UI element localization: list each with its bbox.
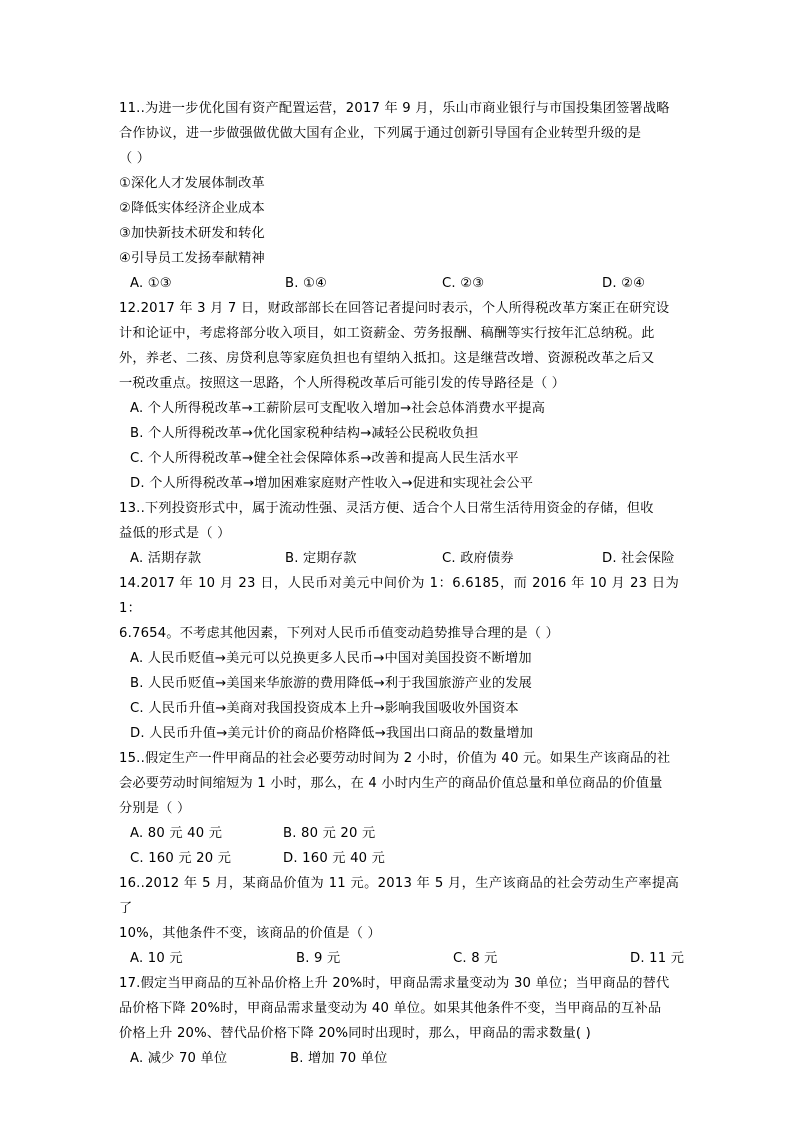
answer-options (119, 846, 679, 871)
question-list (119, 96, 685, 1071)
question-stem-line: 会必要劳动时间缩短为 1 小时，那么，在 4 小时内生产的商品价值总量和单位商品的价值量 (119, 776, 663, 791)
question-16 (119, 871, 685, 971)
answer-option-a: A. 个人所得税改革→工薪阶层可支配收入增加→社会总体消费水平提高 (130, 401, 546, 416)
statement-item: ①深化人才发展体制改革 (119, 176, 265, 191)
statement-item: ②降低实体经济企业成本 (119, 201, 265, 216)
answer-options (119, 821, 679, 846)
question-stem-line: 16..2012 年 5 月，某商品价值为 11 元。2013 年 5 月，生产该商品的社会劳动生产率提高了 (119, 876, 679, 916)
answer-option-a: A. 减少 70 单位 (130, 1051, 228, 1066)
answer-option-c: C. 160 元 20 元 (130, 851, 232, 866)
statement-item: ④引导员工发扬奉献精神 (119, 251, 265, 266)
answer-option-c: C. 个人所得税改革→健全社会保障体系→改善和提高人民生活水平 (130, 451, 519, 466)
answer-option-c: C. 人民币升值→美商对我国投资成本上升→影响我国吸收外国资本 (130, 701, 519, 716)
question-stem-line: 6.7654。不考虑其他因素，下列对人民币币值变动趋势推导合理的是（ ） (119, 626, 559, 641)
answer-option-b: B. 个人所得税改革→优化国家税种结构→减轻公民税收负担 (130, 426, 479, 441)
answer-option-d: D. 人民币升值→美元计价的商品价格降低→我国出口商品的数量增加 (130, 726, 534, 741)
answer-options (119, 946, 685, 971)
question-stem-line: 分别是（ ） (119, 801, 191, 816)
question-14 (119, 571, 679, 746)
question-12 (119, 296, 679, 496)
answer-option-a: A. 10 元 (130, 951, 183, 966)
answer-option-b: B. ①④ (285, 276, 328, 291)
answer-option-d: D. 160 元 40 元 (283, 851, 386, 866)
question-stem-line: 11..为进一步优化国有资产配置运营，2017 年 9 月，乐山市商业银行与市国投集团签署战略 (119, 101, 670, 116)
question-stem-line: 计和论证中，考虑将部分收入项目，如工资薪金、劳务报酬、稿酬等实行按年汇总纳税。此 (119, 326, 655, 341)
answer-options (119, 546, 679, 571)
answer-option-c: C. 政府债券 (442, 551, 514, 566)
answer-option-a: A. 人民币贬值→美元可以兑换更多人民币→中国对美国投资不断增加 (130, 651, 532, 666)
question-stem-line: 价格上升 20%、替代品价格下降 20%同时出现时，那么，甲商品的需求数量( ) (119, 1026, 591, 1041)
answer-option-d: D. 11 元 (630, 951, 685, 966)
question-15 (119, 746, 679, 871)
answer-option-a: A. 活期存款 (130, 551, 202, 566)
answer-option-c: C. ②③ (442, 276, 485, 291)
answer-option-b: B. 人民币贬值→美国来华旅游的费用降低→利于我国旅游产业的发展 (130, 676, 532, 691)
answer-option-d: D. 个人所得税改革→增加困难家庭财产性收入→促进和实现社会公平 (130, 476, 534, 491)
question-13 (119, 496, 679, 571)
question-stem-line: 14.2017 年 10 月 23 日，人民币对美元中间价为 1：6.6185，而 2016 年 10 月 23 日为 1： (119, 576, 679, 616)
statement-item: ③加快新技术研发和转化 (119, 226, 265, 241)
question-stem-line: （ ） (119, 151, 151, 166)
answer-option-c: C. 8 元 (453, 951, 498, 966)
answer-option-d: D. 社会保险 (602, 551, 675, 566)
question-stem-line: 10%，其他条件不变，该商品的价值是（ ） (119, 926, 381, 941)
question-stem-line: 品价格下降 20%时，甲商品需求量变动为 40 单位。如果其他条件不变，当甲商品的互补品 (119, 1001, 662, 1016)
answer-options (119, 271, 679, 296)
question-stem-line: 12.2017 年 3 月 7 日，财政部部长在回答记者提问时表示，个人所得税改革方案正在研究设 (119, 301, 670, 316)
question-stem-line: 外，养老、二孩、房贷利息等家庭负担也有望纳入抵扣。这是继营改增、资源税改革之后又 (119, 351, 655, 366)
question-stem-line: 一税改重点。按照这一思路，个人所得税改革后可能引发的传导路径是（ ） (119, 376, 566, 391)
question-stem-line: 15..假定生产一件甲商品的社会必要劳动时间为 2 小时，价值为 40 元。如果生产该商品的社 (119, 751, 671, 766)
question-stem-line: 合作协议，进一步做强做优做大国有企业，下列属于通过创新引导国有企业转型升级的是 (119, 126, 642, 141)
answer-option-a: A. 80 元 40 元 (130, 826, 223, 841)
answer-option-a: A. ①③ (130, 276, 172, 291)
answer-option-b: B. 增加 70 单位 (290, 1051, 388, 1066)
question-17 (119, 971, 679, 1071)
answer-option-b: B. 定期存款 (285, 551, 357, 566)
question-stem-line: 17.假定当甲商品的互补品价格上升 20%时，甲商品需求量变动为 30 单位；当甲商品的替代 (119, 976, 670, 991)
question-stem-line: 13..下列投资形式中，属于流动性强、灵活方便、适合个人日常生活待用资金的存储，但收 (119, 501, 654, 516)
answer-options (119, 1046, 679, 1071)
answer-option-d: D. ②④ (602, 276, 646, 291)
question-stem-line: 益低的形式是（ ） (119, 526, 231, 541)
answer-option-b: B. 9 元 (296, 951, 341, 966)
answer-option-b: B. 80 元 20 元 (283, 826, 376, 841)
question-11 (119, 96, 679, 296)
